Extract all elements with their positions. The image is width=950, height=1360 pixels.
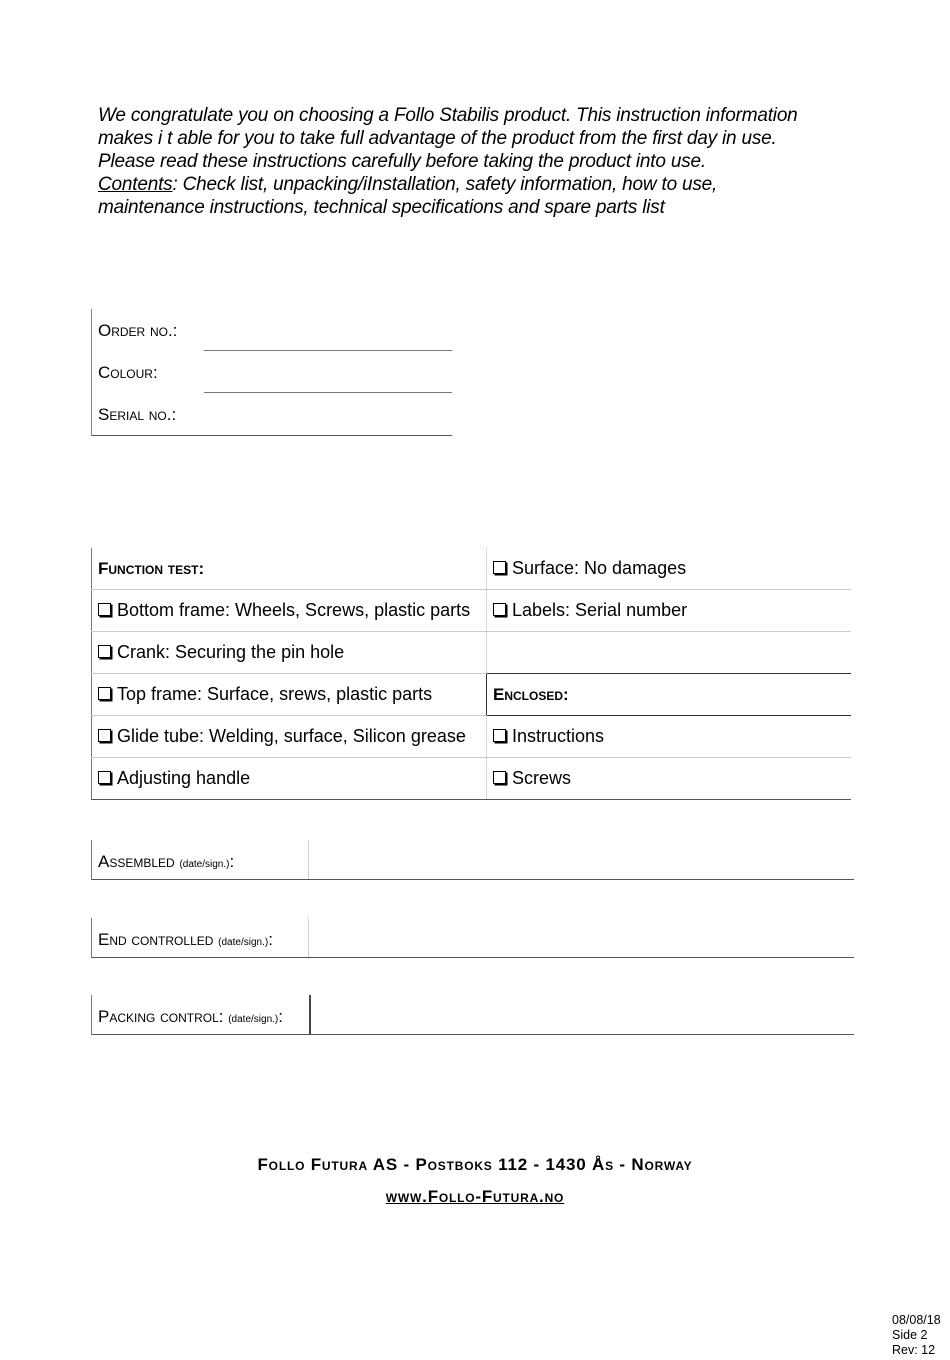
checkbox-icon[interactable] [493,561,506,574]
packing-control-text: Packing control [98,1007,219,1026]
doc-date: 08/08/18 [892,1313,941,1327]
check-item[interactable] [92,632,487,674]
table-row [92,674,852,716]
function-test-table [91,548,851,800]
check-item[interactable] [92,716,487,758]
colon: : [278,1007,283,1026]
contents-rest: : Check list, unpacking/iInstallation, safety information, how to use, [172,174,718,195]
order-no-label: Order no.: [98,321,178,340]
check-item[interactable] [487,716,852,758]
checkbox-icon[interactable] [493,603,506,616]
check-item-label: Surface: No damages [512,558,687,578]
check-item[interactable] [92,758,487,800]
assembled-text: Assembled [98,852,175,871]
table-row [92,758,852,800]
check-item[interactable] [487,590,852,632]
end-controlled-text: End controlled [98,930,214,949]
colour-row [92,351,452,393]
serial-no-label: Serial no.: [98,405,177,424]
checkbox-icon[interactable] [98,729,111,742]
field-divider [308,840,309,879]
intro-line-5: maintenance instructions, technical specifications and spare parts list [98,197,665,218]
checkbox-icon[interactable] [98,603,111,616]
check-item-label: Crank: Securing the pin hole [117,642,345,662]
page-number: Side 2 [892,1328,928,1342]
date-sign-hint: (date/sign.) [179,859,230,870]
check-item-label: Labels: Serial number [512,600,688,620]
order-info-block [91,309,452,436]
date-sign-hint: (date/sign.) [228,1014,279,1025]
packing-control-row [91,995,854,1035]
colon: : [218,1007,224,1026]
revision: Rev: 12 [892,1343,936,1357]
check-item[interactable] [487,758,852,800]
checkbox-icon[interactable] [98,687,111,700]
order-no-row [92,309,452,351]
check-item-label: Adjusting handle [117,768,251,788]
check-item[interactable] [92,590,487,632]
enclosed-heading-cell [487,674,852,716]
table-row [92,548,852,590]
assembled-row [91,840,854,880]
intro-line-3: Please read these instructions carefully before taking the product into use. [98,151,706,172]
checkbox-icon[interactable] [98,771,111,784]
check-item[interactable] [487,548,852,590]
check-item-label: Screws [512,768,572,788]
field-divider [309,995,311,1034]
date-sign-hint: (date/sign.) [218,937,269,948]
table-row [92,590,852,632]
check-item-label: Glide tube: Welding, surface, Silicon grease [117,726,466,746]
check-item-label: Instructions [512,726,605,746]
page-meta [892,1313,941,1358]
function-test-heading-cell [92,548,487,590]
assembled-label [98,852,234,872]
intro-line-2: makes i t able for you to take full advantage of the product from the first day in use. [98,128,777,149]
company-website-link[interactable]: www.Follo-Futura.no [385,1187,565,1206]
check-item-label: Bottom frame: Wheels, Screws, plastic parts [117,600,471,620]
serial-no-row [92,393,452,435]
check-item[interactable] [92,674,487,716]
company-address: Follo Futura AS - Postboks 112 - 1430 Ås - Norway [257,1155,693,1174]
checkbox-icon[interactable] [98,645,111,658]
colour-label: Colour: [98,363,158,382]
colon: : [229,852,235,871]
intro-contents-line [98,173,878,196]
checkbox-icon[interactable] [493,771,506,784]
table-row [92,632,852,674]
end-controlled-row [91,918,854,958]
field-divider [308,918,309,957]
checkbox-icon[interactable] [493,729,506,742]
check-item-label: Top frame: Surface, srews, plastic parts [117,684,433,704]
empty-cell [487,632,852,674]
end-controlled-label [98,930,273,950]
intro-text [98,104,878,219]
colon: : [268,930,273,949]
contents-label: Contents [98,174,173,195]
packing-control-label [98,1007,283,1027]
intro-line-1: We congratulate you on choosing a Follo Stabilis product. This instruction information [98,105,798,126]
enclosed-heading: Enclosed: [493,685,569,704]
function-test-heading: Function test: [98,559,205,578]
table-row [92,716,852,758]
